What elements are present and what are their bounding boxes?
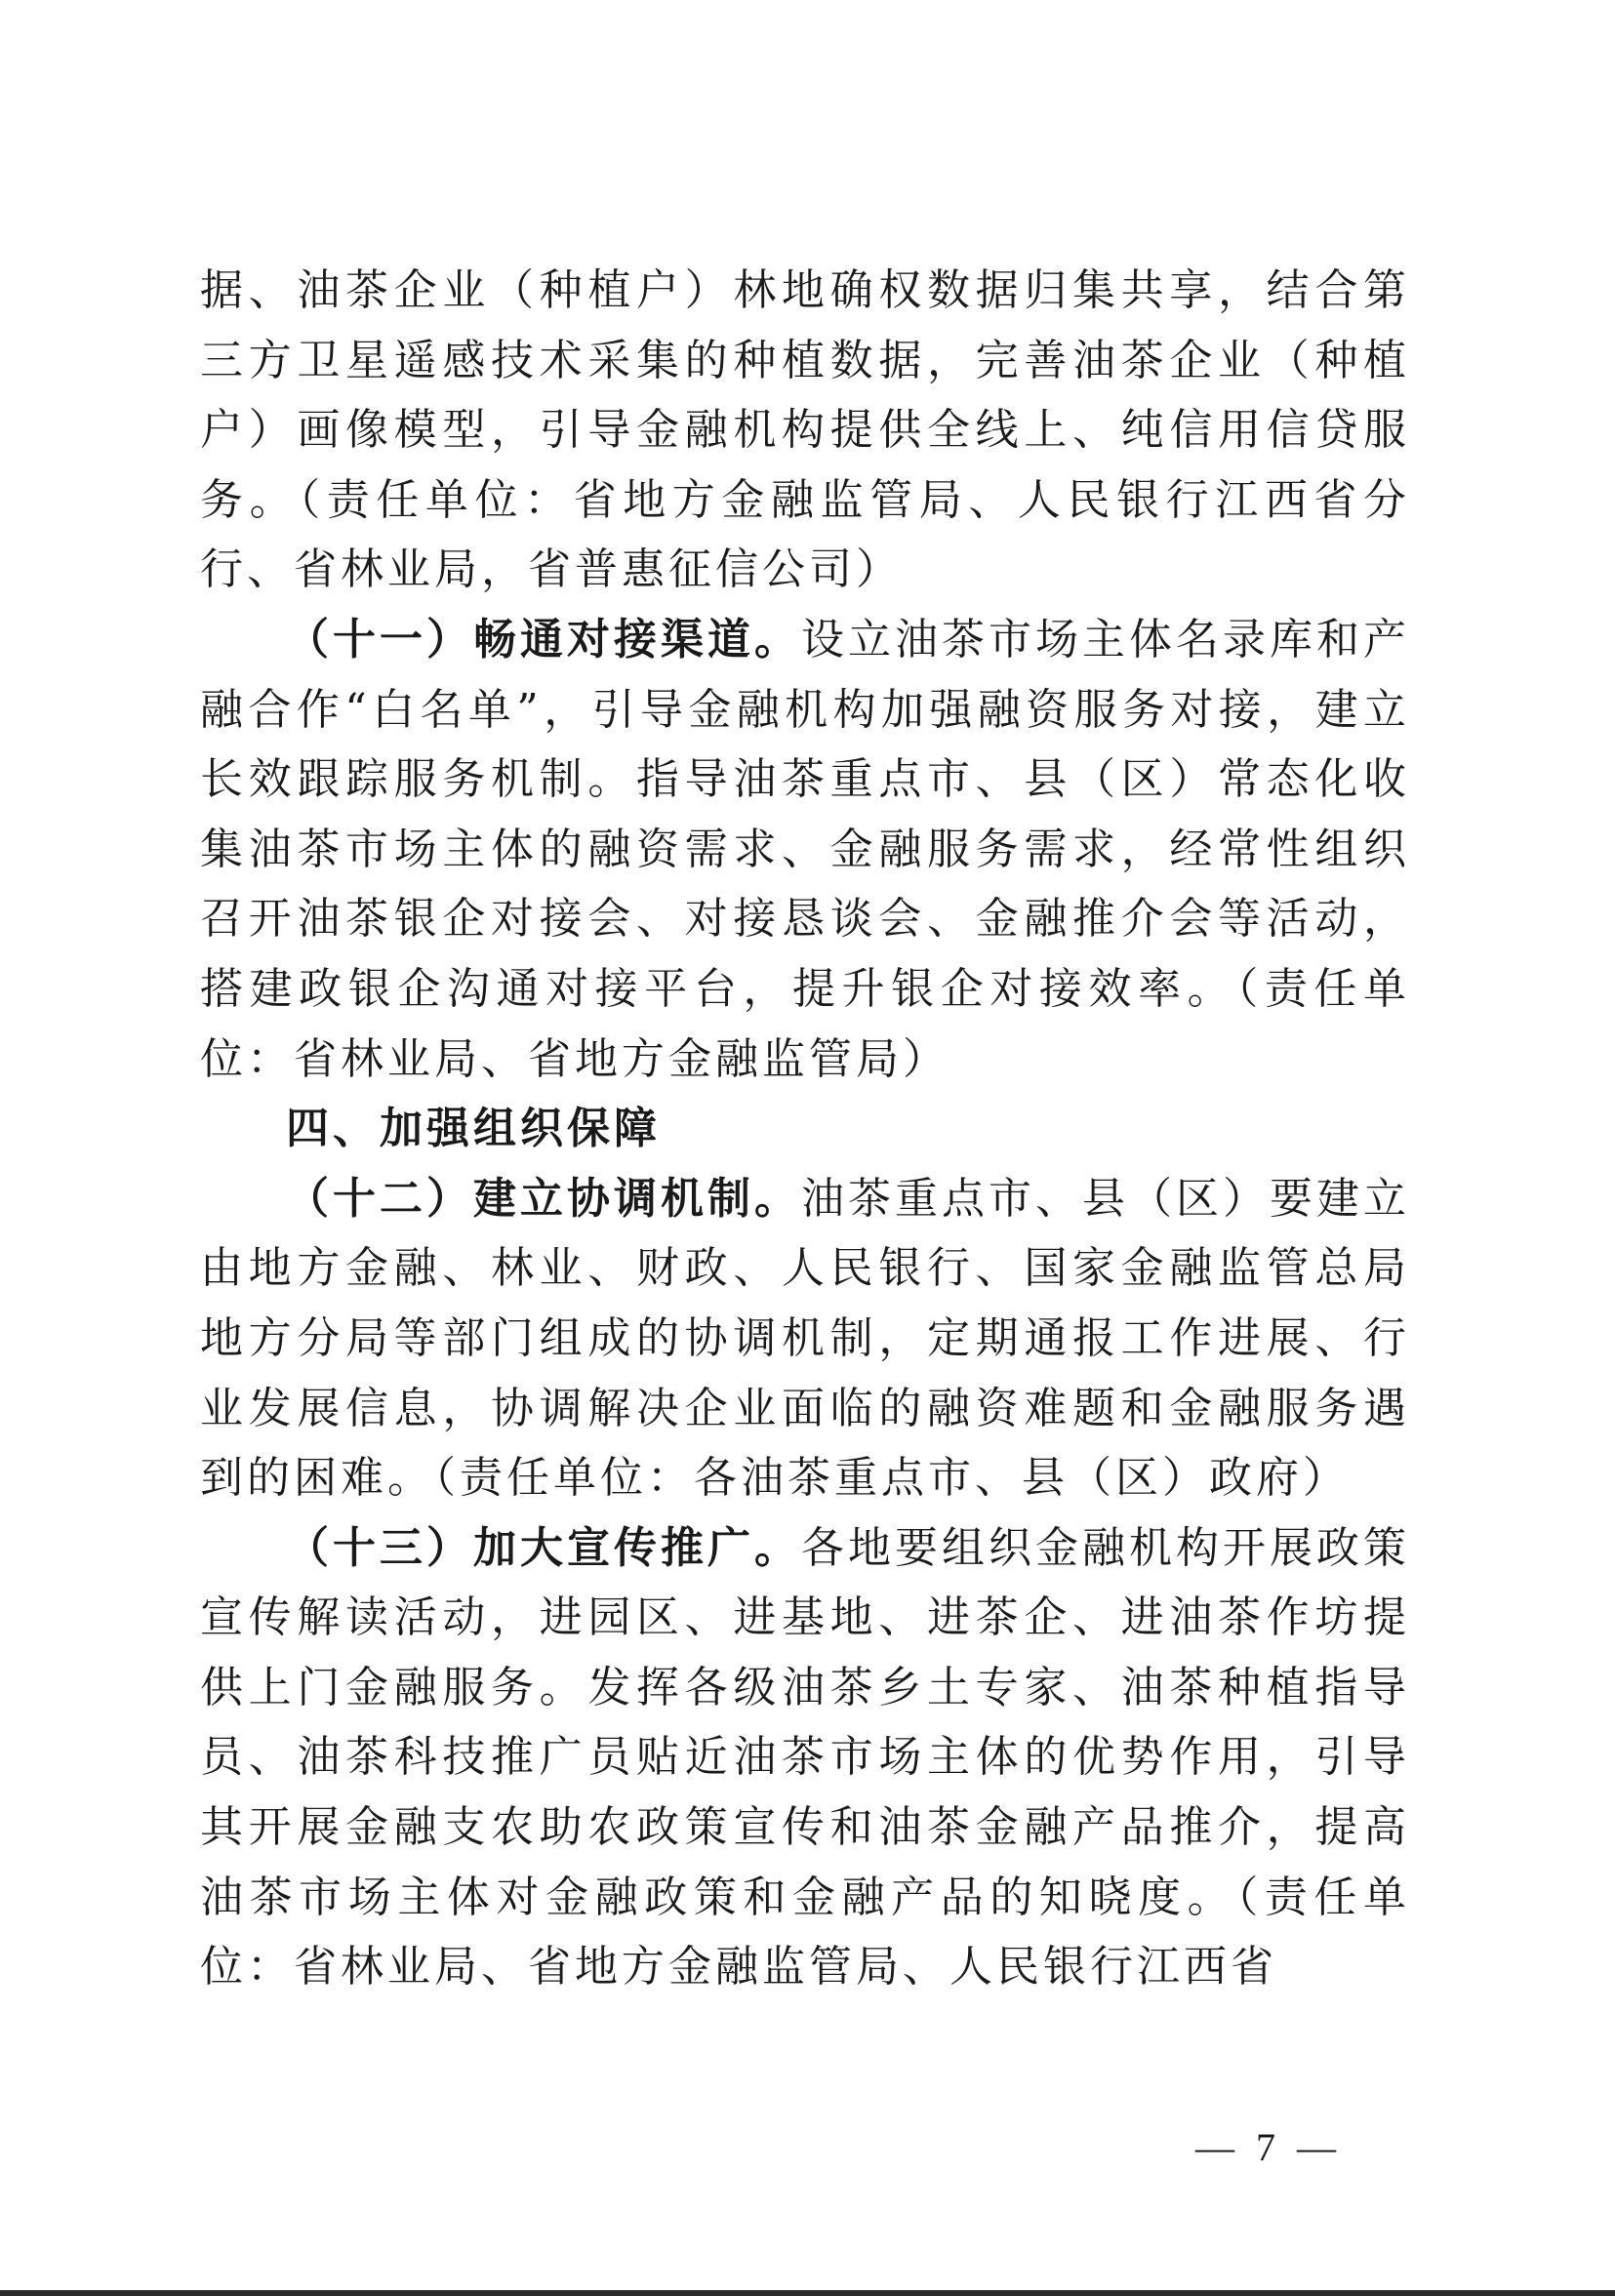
document-body [200,256,1410,2002]
paragraph-13-title: （十三）加大宣传推广。 [286,1522,801,1573]
paragraph-12-body: 油茶重点市、县（区）要建立由地方金融、林业、财政、人民银行、国家金融监管总局地方分局等部门组成的协调机制，定期通报工作进展、行业发展信息，协调解决企业面临的融资难题和金融服务遇到的困难。（责任单位：各油茶重点市、县（区）政府） [200,1173,1410,1504]
paragraph-11-body: 设立油茶市场主体名录库和产融合作“白名单”，引导金融机构加强融资服务对接，建立长效跟踪服务机制。指导油茶重点市、县（区）常态化收集油茶市场主体的融资需求、金融服务需求，经常性组织召开油茶银企对接会、对接恳谈会、金融推介会等活动，搭建政银企沟通对接平台，提升银企对接效率。（责任单位：省林业局、省地方金融监管局） [200,614,1410,1084]
paragraph-continuation: 据、油茶企业（种植户）林地确权数据归集共享，结合第三方卫星遥感技术采集的种植数据，完善油茶企业（种植户）画像模型，引导金融机构提供全线上、纯信用信贷服务。（责任单位：省地方金融监管局、人民银行江西省分行、省林业局，省普惠征信公司） [200,265,1410,595]
paragraph-13 [200,1513,1410,2002]
paragraph-12-title: （十二）建立协调机制。 [286,1173,801,1224]
bottom-edge-rule [0,2290,1615,2296]
section-heading: 四、加强组织保障 [286,1104,661,1154]
paragraph-13-body: 各地要组织金融机构开展政策宣传解读活动，进园区、进基地、进茶企、进油茶作坊提供上门金融服务。发挥各级油茶乡土专家、油茶种植指导员、油茶科技推广员贴近油茶市场主体的优势作用，引导其开展金融支农助农政策宣传和油茶金融产品推介，提高油茶市场主体对金融政策和金融产品的知晓度。（责任单位：省林业局、省地方金融监管局、人民银行江西省 [200,1522,1410,1993]
paragraph-11-title: （十一）畅通对接渠道。 [286,614,801,665]
paragraph-11 [200,605,1410,1094]
paragraph-12 [200,1164,1410,1513]
page-number: — 7 — [1195,2125,1342,2169]
